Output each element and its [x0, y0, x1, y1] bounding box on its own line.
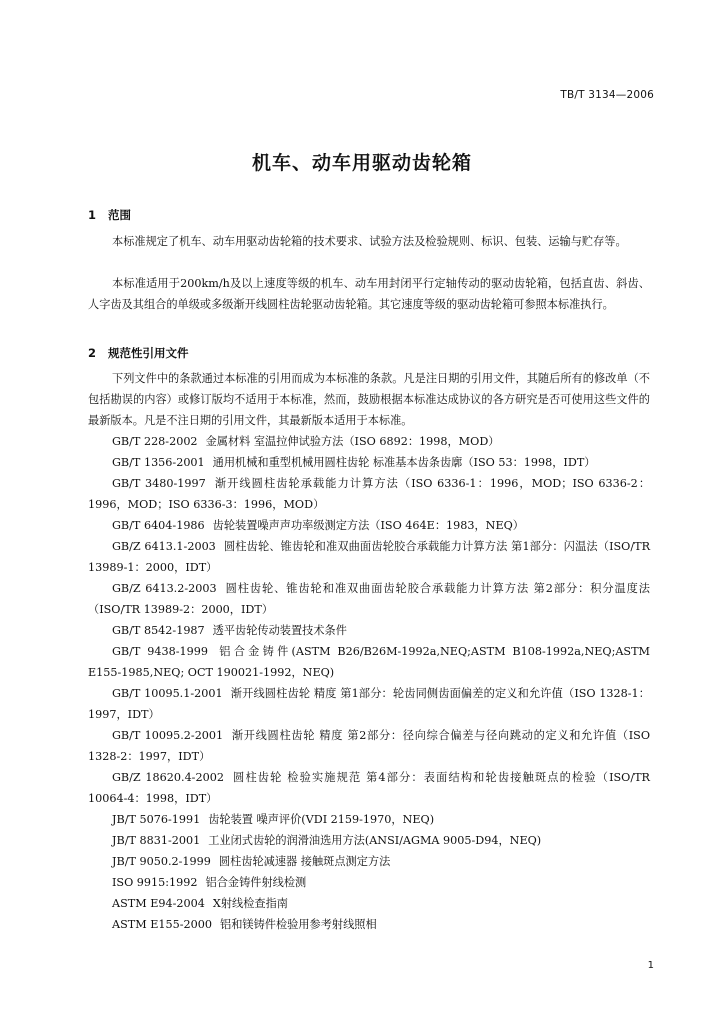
reference-item [88, 431, 650, 452]
reference-item [88, 725, 650, 767]
reference-code: JB/T 8831-2001 [112, 834, 201, 847]
reference-code: GB/T 9438-1999 [112, 645, 208, 658]
section-1-heading [88, 207, 131, 223]
paragraph: 本标准适用于200km/h及以上速度等级的机车、动车用封闭平行定轴传动的驱动齿轮箱，包括直齿、斜齿、人字齿及其组合的单级或多级渐开线圆柱齿轮驱动齿轮箱。其它速度等级的驱动齿轮箱可参照本标准执行。 [88, 277, 650, 311]
reference-title: 渐开线圆柱齿轮 精度 第1部分：轮齿同侧齿面偏差的定义和允许值（ISO 1328-1：1997，IDT） [88, 687, 650, 721]
reference-item [88, 641, 650, 683]
reference-title: 齿轮装置噪声声功率级测定方法（ISO 464E：1983，NEQ） [212, 519, 524, 532]
reference-code: GB/Z 18620.4-2002 [112, 771, 224, 784]
reference-item [88, 914, 650, 935]
reference-code: GB/T 1356-2001 [112, 456, 205, 469]
reference-title: 铝合金铸件射线检测 [205, 876, 307, 889]
reference-item [88, 473, 650, 515]
reference-item [88, 683, 650, 725]
reference-title: 铝合金铸件(ASTM B26/B26M-1992a,NEQ;ASTM B108-1992a,NEQ;ASTM E155-1985,NEQ; OCT 190021-1992，NEQ) [88, 645, 651, 679]
reference-code: GB/T 10095.1-2001 [112, 687, 223, 700]
reference-title: 透平齿轮传动装置技术条件 [212, 624, 347, 637]
reference-item [88, 851, 650, 872]
reference-code: GB/T 228-2002 [112, 435, 198, 448]
reference-code: JB/T 9050.2-1999 [112, 855, 211, 868]
reference-code: GB/Z 6413.1-2003 [112, 540, 216, 553]
section-2-heading [88, 345, 189, 361]
reference-item [88, 515, 650, 536]
reference-code: GB/T 10095.2-2001 [112, 729, 224, 742]
reference-item [88, 452, 650, 473]
paragraph: 下列文件中的条款通过本标准的引用而成为本标准的条款。凡是注日期的引用文件，其随后所有的修改单（不包括勘误的内容）或修订版均不适用于本标准，然而，鼓励根据本标准达成协议的各方研究是否可使用这些文件的最新版本。凡是不注日期的引用文件，其最新版本适用于本标准。 [88, 372, 650, 427]
reference-item [88, 809, 650, 830]
reference-item [88, 830, 650, 851]
reference-title: 工业闭式齿轮的润滑油选用方法(ANSI/AGMA 9005-D94，NEQ) [208, 834, 542, 847]
reference-item [88, 767, 650, 809]
section-number: 1 [88, 208, 97, 222]
section-title: 范围 [108, 208, 131, 222]
reference-code: ASTM E155-2000 [112, 918, 212, 931]
reference-item [88, 872, 650, 893]
reference-title: 齿轮装置 噪声评价(VDI 2159-1970，NEQ) [208, 813, 435, 826]
paragraph: 本标准规定了机车、动车用驱动齿轮箱的技术要求、试验方法及检验规则、标识、包装、运输与贮存等。 [112, 235, 627, 248]
reference-code: JB/T 5076-1991 [112, 813, 201, 826]
reference-code: ISO 9915:1992 [112, 876, 198, 889]
reference-title: 圆柱齿轮 检验实施规范 第4部分：表面结构和轮齿接触斑点的检验（ISO/TR 10064-4：1998，IDT） [88, 771, 650, 805]
section-title: 规范性引用文件 [108, 346, 189, 360]
reference-code: GB/T 3480-1997 [112, 477, 206, 490]
reference-item [88, 578, 650, 620]
reference-item [88, 893, 650, 914]
reference-code: ASTM E94-2004 [112, 897, 205, 910]
reference-title: X射线检查指南 [212, 897, 288, 910]
reference-title: 圆柱齿轮、锥齿轮和准双曲面齿轮胶合承载能力计算方法 第2部分：积分温度法（ISO/TR 13989-2：2000，IDT） [88, 582, 650, 616]
reference-code: GB/T 6404-1986 [112, 519, 205, 532]
reference-item [88, 536, 650, 578]
document-title: 机车、动车用驱动齿轮箱 [251, 152, 472, 174]
reference-title: 通用机械和重型机械用圆柱齿轮 标准基本齿条齿廓（ISO 53：1998，IDT） [212, 456, 596, 469]
reference-item [88, 620, 650, 641]
reference-title: 圆柱齿轮减速器 接触斑点测定方法 [218, 855, 391, 868]
reference-title: 金属材料 室温拉伸试验方法（ISO 6892：1998，MOD） [205, 435, 500, 448]
reference-code: GB/Z 6413.2-2003 [112, 582, 217, 595]
reference-title: 圆柱齿轮、锥齿轮和准双曲面齿轮胶合承载能力计算方法 第1部分：闪温法（ISO/TR 13989-1：2000，IDT） [88, 540, 650, 574]
reference-title: 渐开线圆柱齿轮 精度 第2部分：径向综合偏差与径向跳动的定义和允许值（ISO 1328-2：1997，IDT） [88, 729, 650, 763]
page-number: 1 [647, 960, 654, 971]
reference-title: 渐开线圆柱齿轮承载能力计算方法（ISO 6336-1：1996，MOD；ISO 6336-2：1996，MOD；ISO 6336-3：1996，MOD） [88, 477, 651, 511]
reference-code: GB/T 8542-1987 [112, 624, 205, 637]
section-number: 2 [88, 346, 97, 360]
reference-title: 铝和镁铸件检验用参考射线照相 [220, 918, 377, 931]
standard-code: TB/T 3134—2006 [560, 89, 654, 101]
